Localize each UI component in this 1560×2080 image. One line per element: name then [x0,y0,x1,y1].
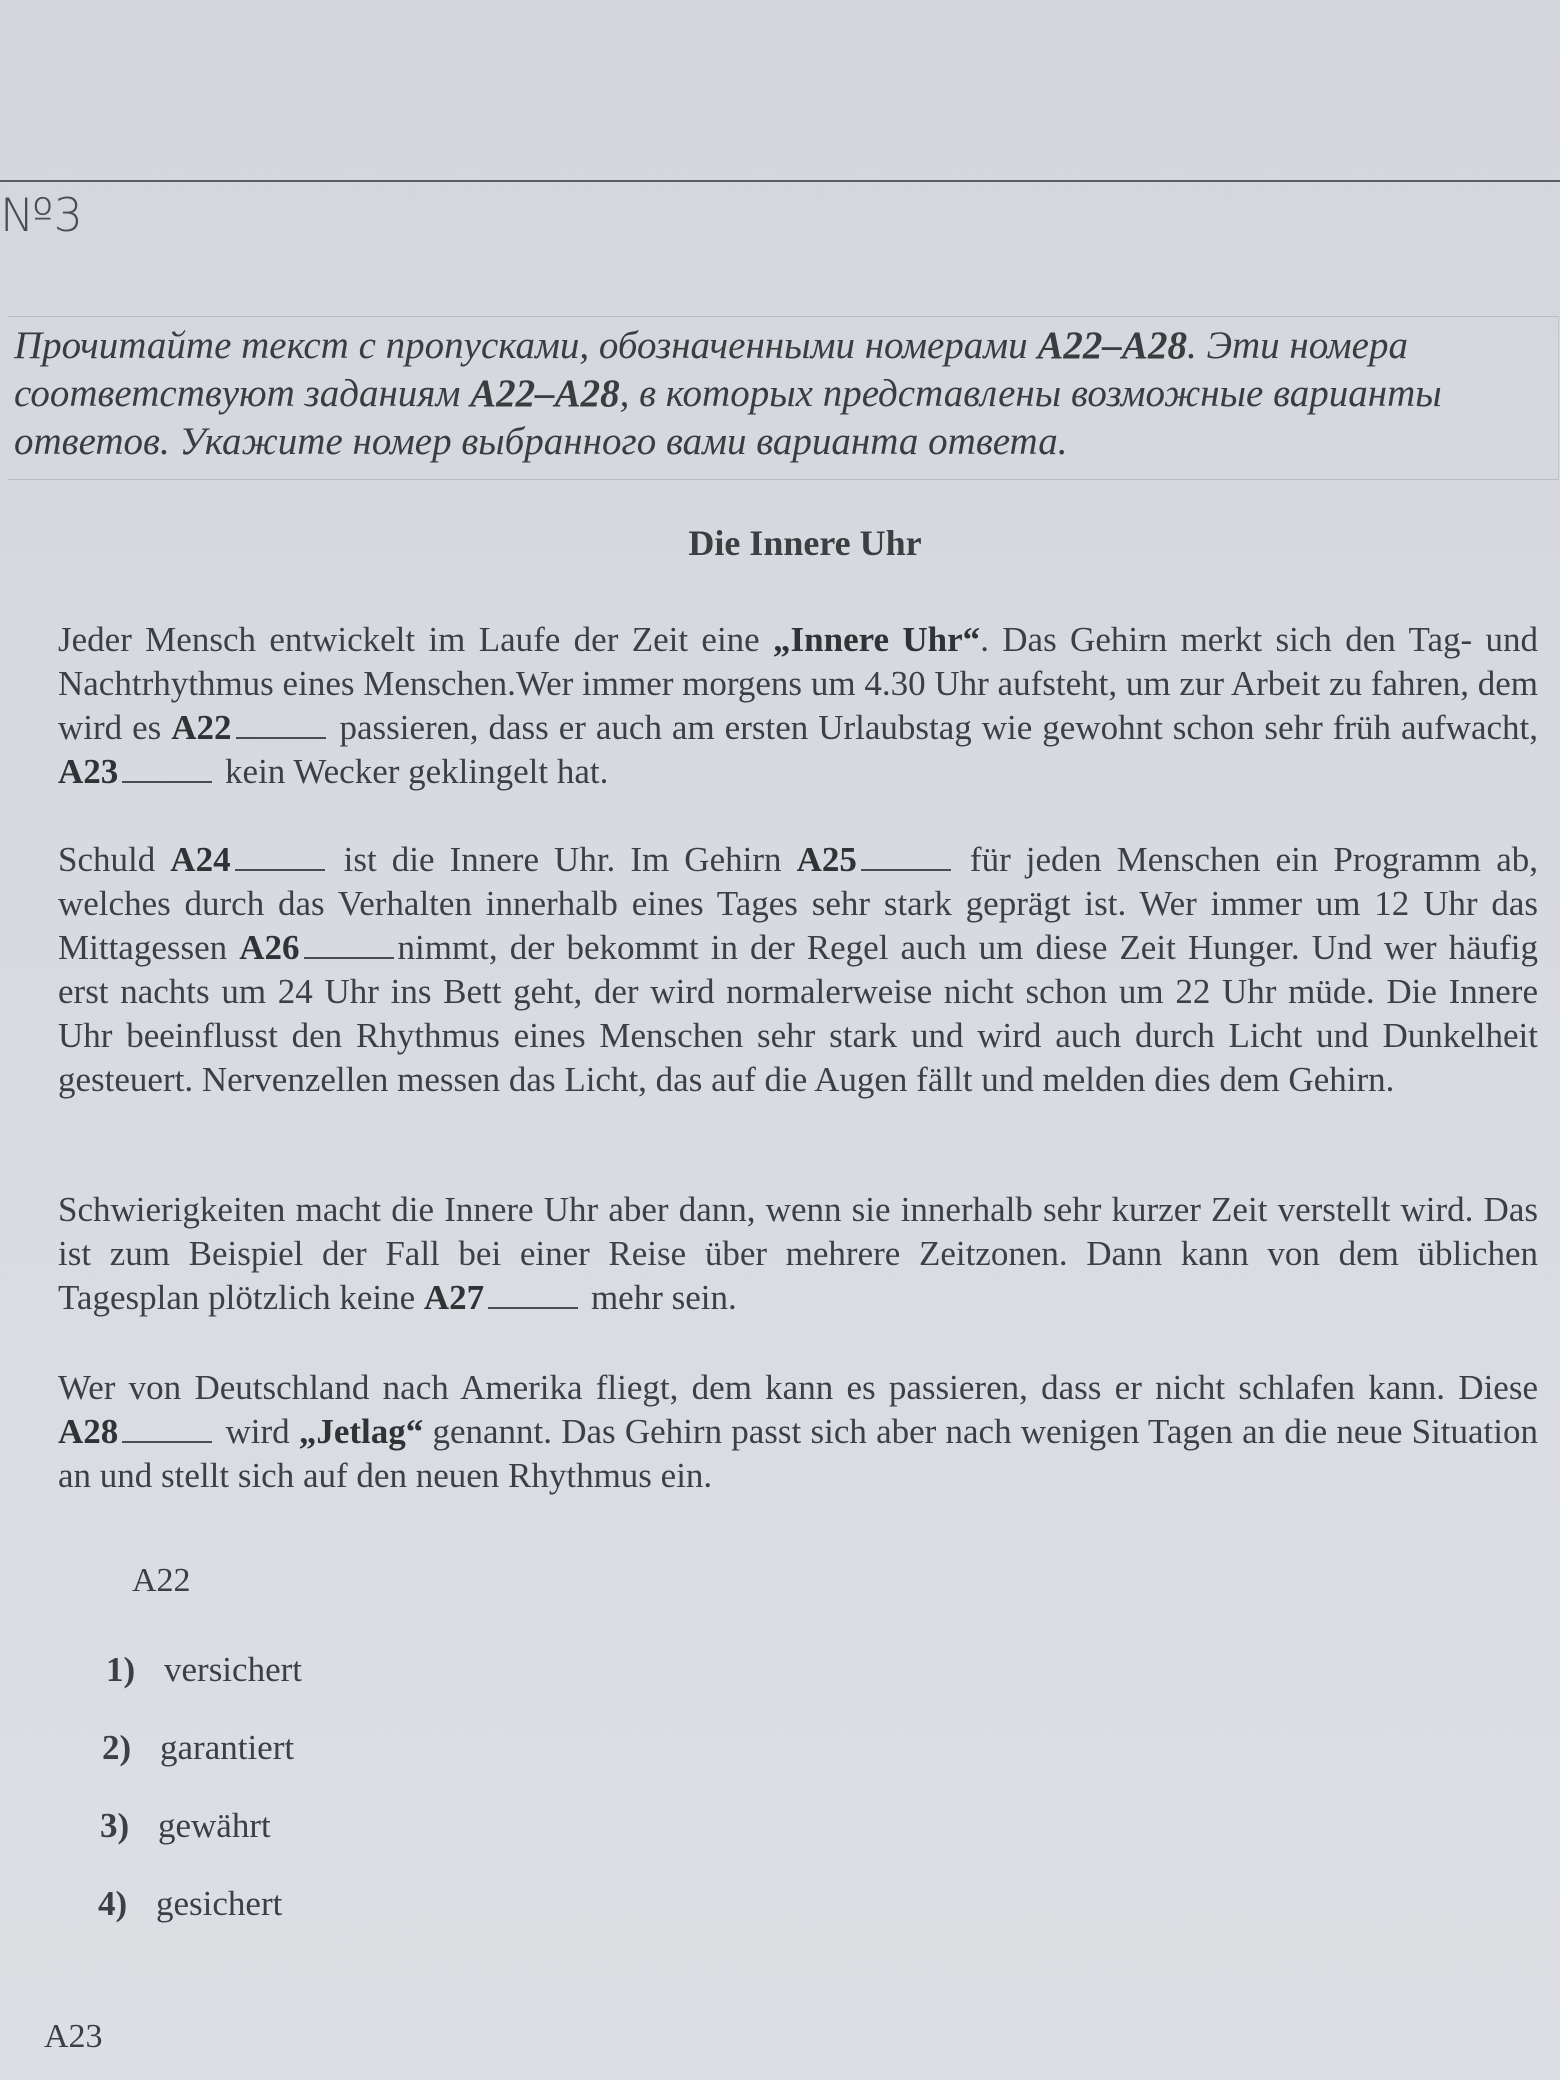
text-span: kein Wecker geklingelt hat. [216,752,609,791]
question-label: A22 [132,1562,191,1599]
text-span: für jeden Menschen ein Programm ab, welches durch das Verhalten innerhalb eines Tages sehr stark geprägt ist. Wer immer um 12 Uhr das Mittagessen [58,840,1538,967]
gap-blank [488,1277,578,1309]
gap-label: A22 [171,708,232,747]
text-span: passieren, dass er auch am ersten Urlaubstag wie gewohnt schon sehr früh aufwacht, [329,708,1538,747]
instruction-range: A22–A28 [470,372,620,415]
bold-term: „Innere Uhr“ [773,620,981,659]
gap-blank [122,751,212,783]
option-text: garantiert [160,1728,295,1767]
option-text: gewährt [158,1806,271,1845]
instruction-part: Прочитайте текст с пропусками, обозначенными номерами [14,324,1038,367]
gap-label: A28 [58,1412,119,1451]
paragraph-1 [58,618,1538,794]
answer-option-3[interactable] [100,1806,271,1846]
gap-label: A27 [423,1278,485,1317]
gap-blank [304,927,394,959]
option-number: 1) [106,1650,136,1689]
option-text: versichert [164,1650,302,1689]
text-span: Schuld [58,840,171,879]
gap-blank [122,1411,212,1443]
instruction-part: , в которых представлены возможные варианты ответов. Укажите номер выбранного вами варианта ответа. [14,372,1442,463]
bold-term: „Jetlag“ [298,1412,424,1451]
instruction-part: . Эти номера соответствуют заданиям [14,324,1408,415]
option-text: gesichert [156,1884,283,1923]
gap-label: A23 [58,752,119,791]
gap-blank [861,839,951,871]
paragraph-2 [58,838,1538,1102]
answer-option-2[interactable] [102,1728,294,1768]
option-number: 4) [98,1884,128,1923]
paragraph-3 [58,1188,1538,1320]
top-rule [0,180,1560,182]
text-span: ist die Innere Uhr. Im Gehirn [328,840,797,879]
option-number: 2) [102,1728,132,1767]
text-span: wird [216,1412,299,1451]
text-span: Jeder Mensch entwickelt im Laufe der Zeit eine [58,620,774,659]
gap-label: A26 [239,928,300,967]
text-title: Die Innere Uhr [688,523,922,563]
text-span: Schwierigkeiten macht die Innere Uhr aber dann, wenn sie innerhalb sehr kurzer Zeit verstellt wird. Das ist zum Beispiel der Fall bei einer Reise über mehrere Zeitzonen. Dann kann von dem üblichen Tagesplan plötzlich keine [58,1190,1538,1317]
option-number: 3) [100,1806,130,1845]
gap-blank [235,839,325,871]
instruction-range: A22–A28 [1037,324,1187,367]
text-span: mehr sein. [582,1278,737,1317]
paragraph-4 [58,1366,1538,1498]
gap-blank [236,707,326,739]
answer-option-1[interactable] [106,1650,302,1690]
gap-label: A24 [170,840,231,879]
text-span: genannt. Das Gehirn passt sich aber nach wenigen Tagen an die neue Situation an und stellt sich auf den neuen Rhythmus ein. [58,1412,1539,1495]
handwritten-task-number: №3 [0,188,83,242]
instruction-text [14,322,1544,466]
text-span: nimmt, der bekommt in der Regel auch um diese Zeit Hunger. Und wer häufig erst nachts um 24 Uhr ins Bett geht, der wird normalerweise nicht schon um 22 Uhr müde. Die Innere Uhr beeinflusst den Rhythmus eines Menschen sehr stark und wird auch durch Licht und Dunkelheit gesteuert. Nervenzellen messen das Licht, das auf die Augen fällt und melden dies dem Gehirn. [58,928,1539,1099]
gap-label: A25 [796,840,857,879]
answer-option-4[interactable] [98,1884,282,1924]
text-span: Wer von Deutschland nach Amerika fliegt, dem kann es passieren, dass er nicht schlafen kann. Diese [58,1368,1538,1407]
text-span: . Das Gehirn merkt sich den Tag- und Nachtrhythmus eines Menschen.Wer immer morgens um 4.30 Uhr aufsteht, um zur Arbeit zu fahren, dem wird es [58,620,1538,747]
next-question-label: A23 [44,2018,103,2055]
